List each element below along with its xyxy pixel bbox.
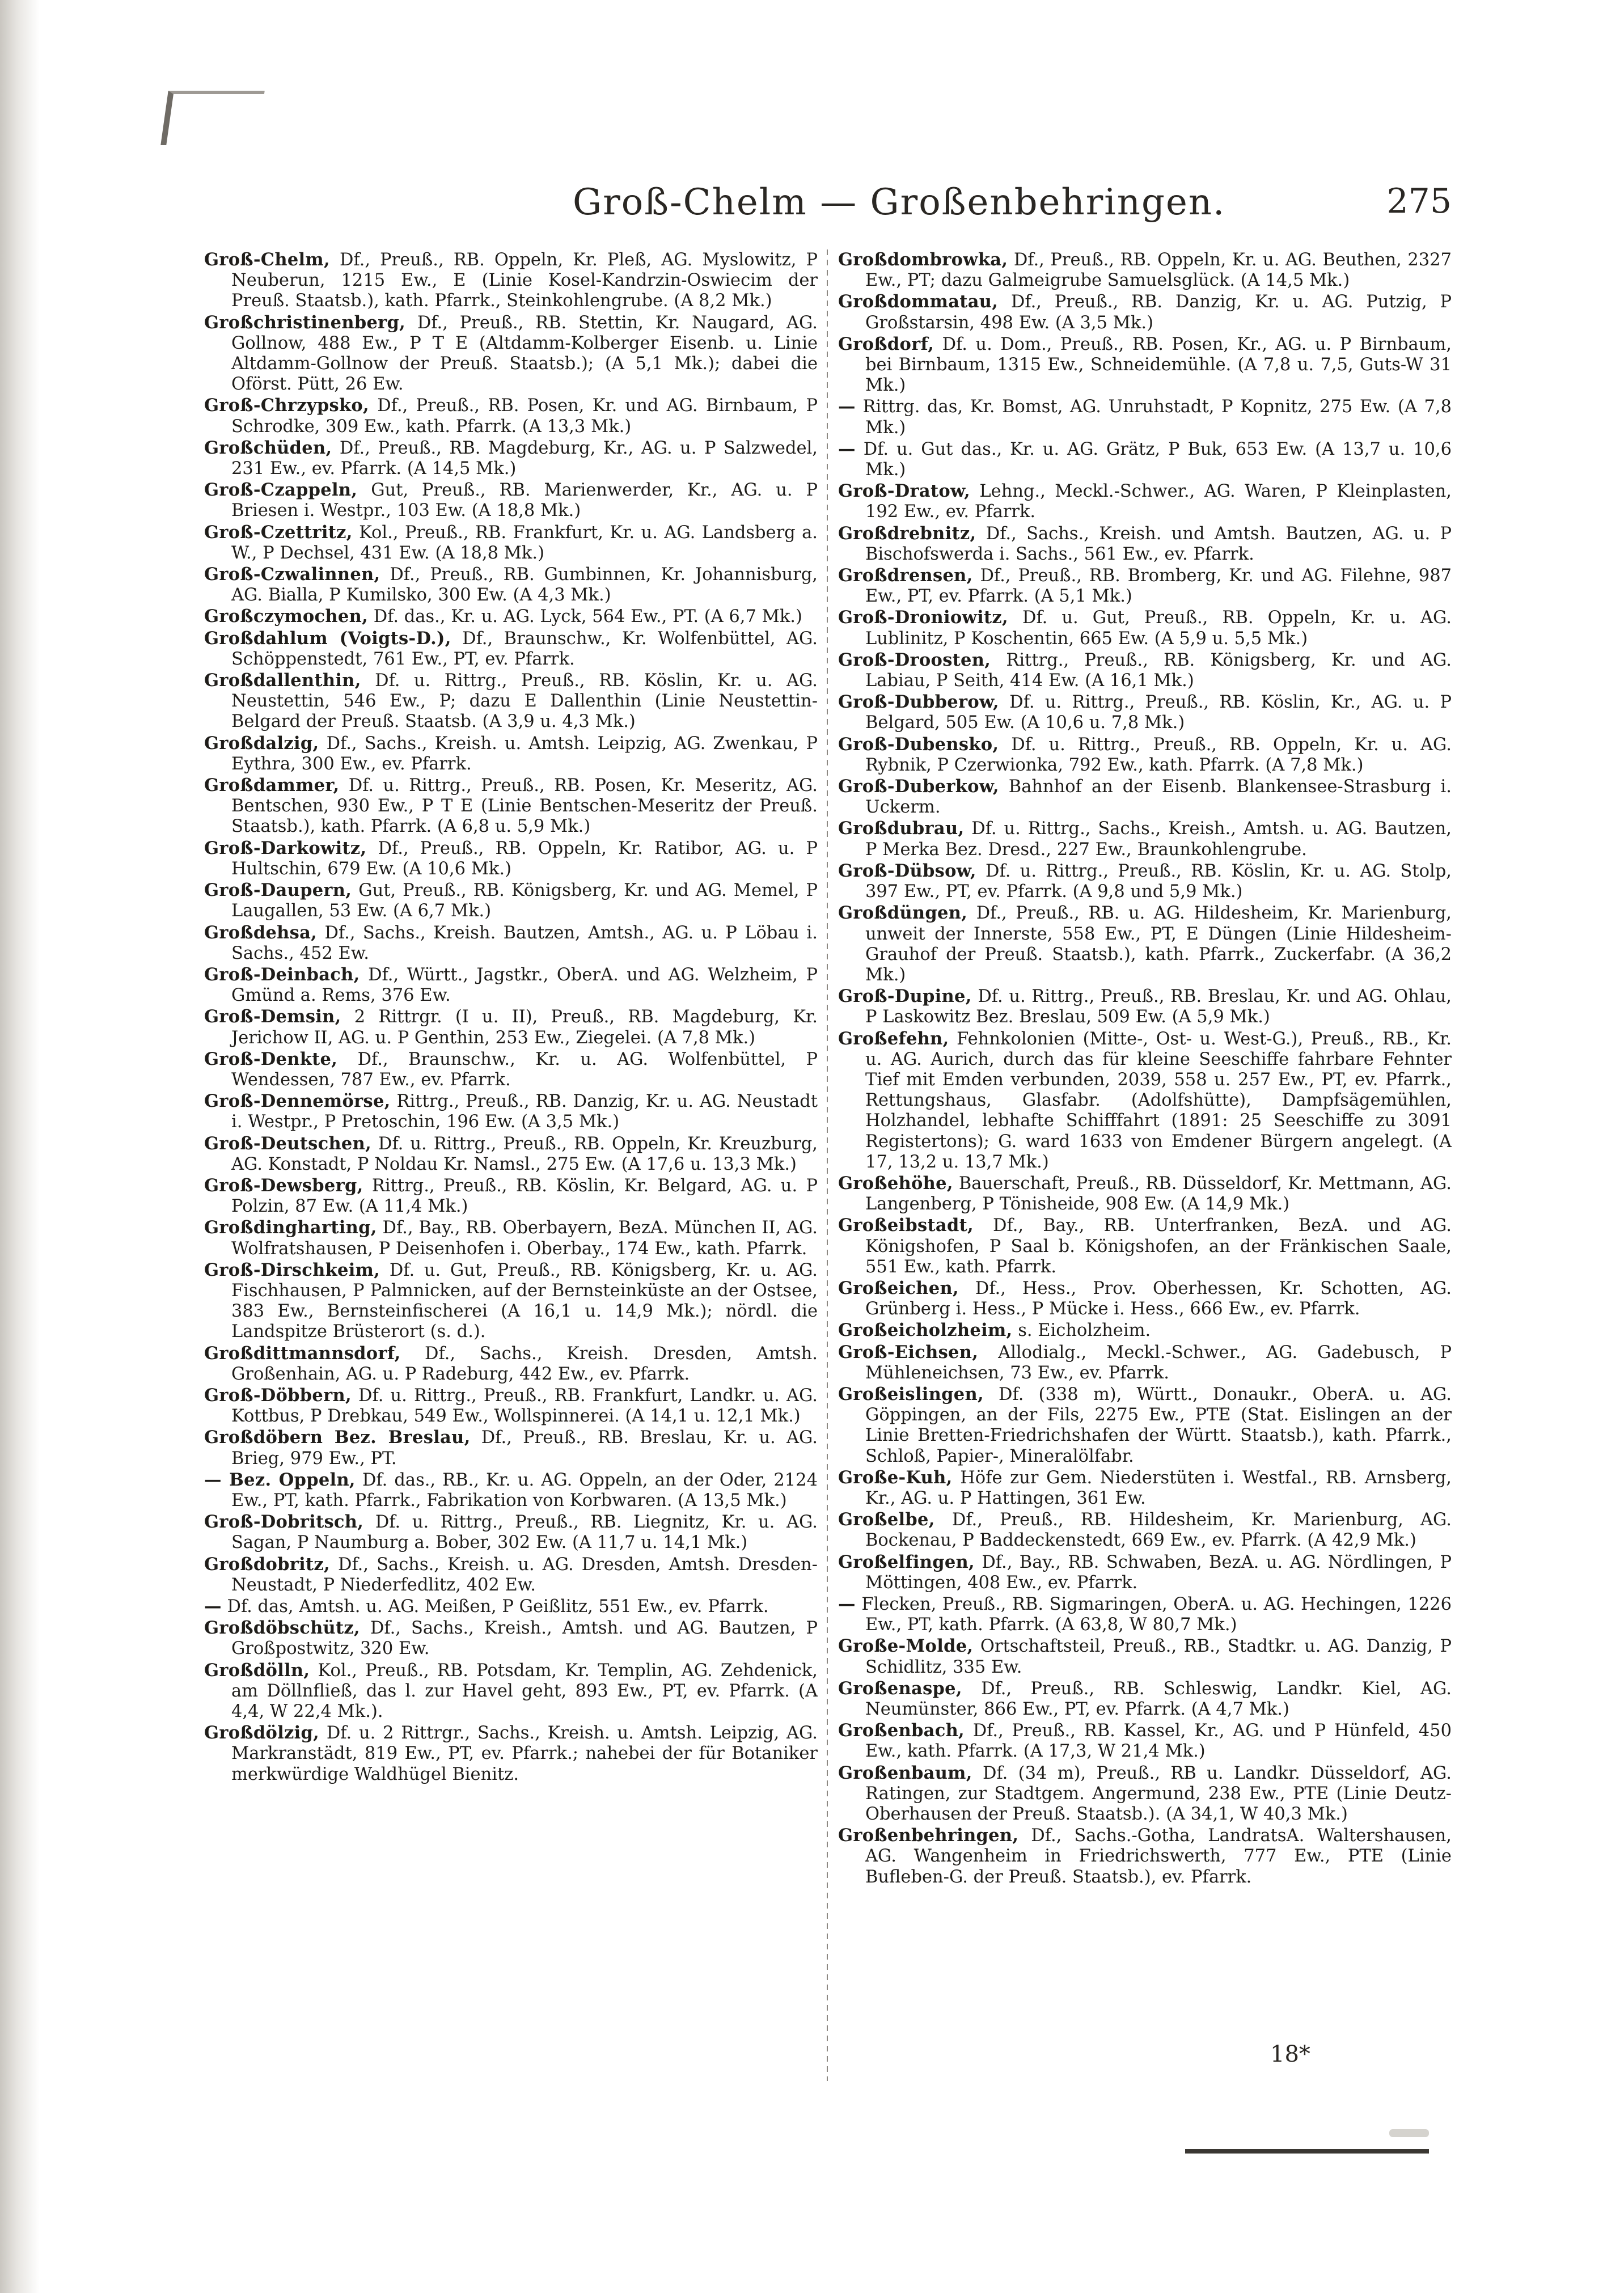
entry-text: Ortschaftsteil, Preuß., RB., Stadtkr. u. AG. Danzig, P Schidlitz, 335 Ew. xyxy=(865,1636,1452,1677)
gazetteer-entry xyxy=(838,439,1452,480)
entry-text: Df. u. Rittrg., Preuß., RB. Liegnitz, Kr. u. AG. Sagan, P Naumburg a. Bober, 302 Ew. (A 11,7 u. 14,1 Mk.) xyxy=(231,1512,818,1553)
gazetteer-entry xyxy=(838,1320,1452,1341)
entry-headword: Großdehsa, xyxy=(204,922,318,943)
entry-text: Kol., Preuß., RB. Potsdam, Kr. Templin, AG. Zehdenick, am Döllnfließ, das l. zur Havel geht, 893 Ew., PT, ev. Pfarrk. (A 4,4, W 22,4 Mk.). xyxy=(231,1660,818,1722)
gazetteer-entry xyxy=(838,818,1452,860)
entry-headword: — xyxy=(204,1596,222,1617)
entry-headword: Großdöbschütz, xyxy=(204,1618,360,1639)
gazetteer-entry xyxy=(838,1278,1452,1319)
entry-headword: Groß-Darkowitz, xyxy=(204,837,367,858)
entry-headword: Groß-Dupine, xyxy=(838,986,972,1007)
entry-headword: Groß-Dewsberg, xyxy=(204,1175,363,1196)
gazetteer-entry xyxy=(204,249,818,312)
gazetteer-entry xyxy=(838,1720,1452,1762)
gazetteer-entry xyxy=(204,1660,818,1723)
entry-headword: Groß-Dubensko, xyxy=(838,734,999,755)
entry-text: Df., Preuß., RB. Oppeln, Kr. u. AG. Beuthen, 2327 Ew., PT; dazu Galmeigrube Samuelsglück. (A 14,5 Mk.) xyxy=(865,250,1452,291)
gazetteer-entry xyxy=(204,628,818,670)
gazetteer-entry xyxy=(838,1678,1452,1720)
entry-headword: — xyxy=(838,396,856,417)
entry-headword: Großeicholzheim, xyxy=(838,1320,1013,1341)
gazetteer-entry xyxy=(838,396,1452,438)
entry-text: Df., Preuß., RB. u. AG. Hildesheim, Kr. Marienburg, unweit der Innerste, 558 Ew., PT, E Düngen (Linie Hildesheim-Grauhof der Preuß. Staatsb.), kath. Pfarrk., Zuckerfabr. (A 36,2 Mk.) xyxy=(865,903,1452,985)
gazetteer-entry xyxy=(204,606,818,627)
entry-text: Df. (338 m), Württ., Donaukr., OberA. u. AG. Göppingen, an der Fils, 2275 Ew., PTE (Stat. Eislingen an der Linie Bretten-Friedrichshafen der Württ. Staatsb.), kath. Pfarrk., Schloß, Papier-, Mineralölfabr. xyxy=(865,1384,1452,1466)
gazetteer-entry xyxy=(204,775,818,837)
left-column xyxy=(204,249,818,2081)
entry-text: Df., Braunschw., Kr. u. AG. Wolfenbüttel, P Wendessen, 787 Ew., ev. Pfarrk. xyxy=(231,1049,818,1090)
entry-headword: Große-Molde, xyxy=(838,1636,974,1657)
gazetteer-entry xyxy=(204,564,818,606)
gazetteer-entry xyxy=(838,1594,1452,1635)
gazetteer-entry xyxy=(838,249,1452,291)
gazetteer-entry xyxy=(838,334,1452,396)
gazetteer-entry xyxy=(204,522,818,564)
gazetteer-entry xyxy=(204,670,818,733)
gazetteer-entry xyxy=(204,1470,818,1511)
entry-headword: Groß-Dirschkeim, xyxy=(204,1259,380,1280)
entry-text: Df., Preuß., RB. Oppeln, Kr. Ratibor, AG. u. P Hultschin, 679 Ew. (A 10,6 Mk.) xyxy=(231,838,818,879)
entry-headword: Großdahlum (Voigts-D.), xyxy=(204,628,451,649)
entry-text: Höfe zur Gem. Niederstüten i. Westfal., RB. Arnsberg, Kr., AG. u. P Hattingen, 361 Ew. xyxy=(865,1467,1452,1508)
entry-text: Gut, Preuß., RB. Königsberg, Kr. und AG. Memel, P Laugallen, 53 Ew. (A 6,7 Mk.) xyxy=(231,881,818,921)
gazetteer-entry xyxy=(838,1342,1452,1384)
entry-text: Lehng., Meckl.-Schwer., AG. Waren, P Kleinplasten, 192 Ew., ev. Pfarrk. xyxy=(865,481,1452,522)
entry-headword: Großeibstadt, xyxy=(838,1215,974,1236)
gazetteer-entry xyxy=(204,1343,818,1385)
entry-text: Df., Preuß., RB. Gumbinnen, Kr. Johannisburg, AG. Bialla, P Kumilsko, 300 Ew. (A 4,3 Mk.) xyxy=(231,565,818,606)
gazetteer-entry xyxy=(204,1618,818,1659)
gazetteer-entry xyxy=(838,1825,1452,1888)
entry-text: Df., Preuß., RB. Stettin, Kr. Naugard, AG. Gollnow, 488 Ew., P T E (Altdamm-Kolberger Eisenb. u. Linie Altdamm-Gollnow der Preuß. Staatsb.); (A 5,1 Mk.); dabei die Oförst. Pütt, 26 Ew. xyxy=(231,312,818,395)
page-header xyxy=(215,181,1452,232)
entry-text: Df. u. Gut, Preuß., RB. Oppeln, Kr. u. AG. Lublinitz, P Koschentin, 665 Ew. (A 5,9 u. 5,5 Mk.) xyxy=(865,608,1452,649)
entry-headword: Großdingharting, xyxy=(204,1217,377,1238)
column-divider xyxy=(827,249,828,2081)
entry-text: Df., Sachs.-Gotha, LandratsA. Waltershausen, AG. Wangenheim in Friedrichswerth, 777 Ew., PTE (Linie Bufleben-G. der Preuß. Staatsb.), ev. Pfarrk. xyxy=(865,1826,1452,1887)
gazetteer-entry xyxy=(838,903,1452,985)
entry-headword: Großchristinenberg, xyxy=(204,312,406,333)
entry-headword: Großdombrowka, xyxy=(838,249,1008,270)
entry-headword: Groß-Deutschen, xyxy=(204,1133,372,1154)
entry-headword: Groß-Chelm, xyxy=(204,249,330,270)
entry-text: Fehnkolonien (Mitte-, Ost- u. West-G.), Preuß., RB., Kr. u. AG. Aurich, durch das für kleine Seeschiffe fahrbare Fehnter Tief mit Emden verbunden, 2039, 558 u. 257 Ew., PT, ev. Pfarrk., Rettungshaus, Glasfabr. (Adolfshütte), Dampfsägemühlen, Holzhandel, lebhafte Schifffahrt (1891: 25 Seeschiffe zu 3091 Registertons); G. ward 1633 von Emdener Bürgern angelegt. (A 17, 13,2 u. 13,7 Mk.) xyxy=(865,1029,1452,1172)
entry-headword: Groß-Denkte, xyxy=(204,1048,338,1069)
entry-text: Df. u. Gut, Preuß., RB. Königsberg, Kr. u. AG. Fischhausen, P Palmnicken, auf der Bernsteinküste an der Ostsee, 383 Ew., Bernsteinfischerei (A 16,1 u. 14,9 Mk.); nördl. die Landspitze Brüsterort (s. d.). xyxy=(231,1260,818,1342)
gazetteer-entry xyxy=(204,923,818,964)
entry-headword: Großchüden, xyxy=(204,437,332,458)
entry-text: Df. u. Dom., Preuß., RB. Posen, Kr., AG. u. P Birnbaum, bei Birnbaum, 1315 Ew., Schneidemühle. (A 7,8 u. 7,5, Guts-W 31 Mk.) xyxy=(865,334,1452,396)
entry-text: Df. das., Kr. u. AG. Lyck, 564 Ew., PT. (A 6,7 Mk.) xyxy=(373,607,802,627)
entry-text: Df., Preuß., RB. Kassel, Kr., AG. und P Hünfeld, 450 Ew., kath. Pfarrk. (A 17,3, W 21,4 Mk.) xyxy=(865,1721,1452,1762)
gazetteer-entry xyxy=(204,1133,818,1175)
gazetteer-entry xyxy=(204,1596,818,1617)
entry-headword: Groß-Eichsen, xyxy=(838,1342,979,1363)
gazetteer-entry xyxy=(838,565,1452,607)
entry-text: Df., Braunschw., Kr. Wolfenbüttel, AG. Schöppenstedt, 761 Ew., PT, ev. Pfarrk. xyxy=(231,628,818,669)
gazetteer-entry xyxy=(838,861,1452,902)
entry-headword: Großdalzig, xyxy=(204,733,319,754)
entry-headword: Großefehn, xyxy=(838,1028,949,1049)
gazetteer-entry xyxy=(838,734,1452,776)
entry-text: Df., Preuß., RB. Bromberg, Kr. und AG. Filehne, 987 Ew., PT, ev. Pfarrk. (A 5,1 Mk.) xyxy=(865,566,1452,607)
entry-headword: Großdittmannsdorf, xyxy=(204,1343,401,1364)
entry-text: Df., Bay., RB. Unterfranken, BezA. und AG. Königshofen, P Saal b. Königshofen, an der Fränkischen Saale, 551 Ew., kath. Pfarrk. xyxy=(865,1216,1452,1277)
corner-mark xyxy=(160,91,264,145)
entry-headword: Großdorf, xyxy=(838,333,934,354)
entry-headword: Groß-Czwalinnen, xyxy=(204,564,380,585)
entry-headword: Großdölln, xyxy=(204,1660,310,1681)
entry-text: Bahnhof an der Eisenb. Blankensee-Strasburg i. Uckerm. xyxy=(865,777,1452,818)
entry-headword: Großczymochen, xyxy=(204,606,369,627)
gazetteer-entry xyxy=(838,1509,1452,1551)
entry-headword: Groß-Daupern, xyxy=(204,880,352,901)
page-number: 275 xyxy=(1386,181,1452,221)
entry-text: Df. u. Rittrg., Sachs., Kreish., Amtsh. u. AG. Bautzen, P Merka Bez. Dresd., 227 Ew., Braunkohlengrube. xyxy=(865,819,1452,860)
gazetteer-entry xyxy=(204,1049,818,1090)
entry-text: Df., Sachs., Kreish., Amtsh. und AG. Bautzen, P Großpostwitz, 320 Ew. xyxy=(231,1618,818,1659)
entry-text: Gut, Preuß., RB. Marienwerder, Kr., AG. u. P Briesen i. Westpr., 103 Ew. (A 18,8 Mk.) xyxy=(231,480,818,521)
entry-text: Flecken, Preuß., RB. Sigmaringen, OberA. u. AG. Hechingen, 1226 Ew., PT, kath. Pfarrk. (A 63,8, W 80,7 Mk.) xyxy=(861,1594,1452,1635)
entry-headword: Großenbaum, xyxy=(838,1762,972,1783)
entry-headword: Großeislingen, xyxy=(838,1384,984,1404)
gazetteer-entry xyxy=(838,1215,1452,1277)
entry-headword: Groß-Dubberow, xyxy=(838,692,999,713)
signature-mark: 18* xyxy=(1270,2041,1310,2067)
gazetteer-entry xyxy=(838,650,1452,691)
entry-text: Df. u. Rittrg., Preuß., RB. Köslin, Kr. u. AG. Stolp, 397 Ew., PT, ev. Pfarrk. (A 9,8 und 5,9 Mk.) xyxy=(865,861,1452,902)
entry-headword: Groß-Deinbach, xyxy=(204,964,360,985)
gazetteer-entry xyxy=(838,523,1452,565)
gazetteer-entry xyxy=(204,1385,818,1427)
gazetteer-entry xyxy=(838,607,1452,649)
entry-text: Df., Hess., Prov. Oberhessen, Kr. Schotten, AG. Grünberg i. Hess., P Mücke i. Hess., 666 Ew., ev. Pfarrk. xyxy=(865,1278,1452,1319)
gazetteer-entry xyxy=(204,438,818,479)
entry-text: Df., Sachs., Kreish. Bautzen, Amtsh., AG. u. P Löbau i. Sachs., 452 Ew. xyxy=(231,923,818,963)
scan-edge-shadow xyxy=(0,0,40,2293)
entry-headword: — xyxy=(838,1594,856,1614)
entry-headword: Großenaspe, xyxy=(838,1678,962,1699)
entry-headword: Groß-Dennemörse, xyxy=(204,1091,391,1112)
entry-headword: — xyxy=(838,438,856,459)
entry-text: Bauerschaft, Preuß., RB. Düsseldorf, Kr. Mettmann, AG. Langenberg, P Tönisheide, 908 Ew. (A 14,9 Mk.) xyxy=(865,1173,1452,1215)
entry-text: Df. u. Rittrg., Preuß., RB. Posen, Kr. Meseritz, AG. Bentschen, 930 Ew., P T E (Linie Bentschen-Meseritz der Preuß. Staatsb.), kath. Pfarrk. (A 6,8 u. 5,9 Mk.) xyxy=(231,776,818,837)
gazetteer-entry xyxy=(838,481,1452,522)
entry-text: Df., Preuß., RB. Schleswig, Landkr. Kiel, AG. Neumünster, 866 Ew., PT, ev. Pfarrk. (A 4,7 Mk.) xyxy=(865,1678,1452,1720)
entry-headword: Groß-Czettritz, xyxy=(204,522,353,543)
entry-headword: Groß-Dratow, xyxy=(838,481,970,502)
gazetteer-entry xyxy=(838,1029,1452,1173)
gazetteer-entry xyxy=(838,1552,1452,1593)
gazetteer-entry xyxy=(204,1006,818,1048)
entry-headword: Großdommatau, xyxy=(838,291,999,312)
bottom-rule xyxy=(1185,2149,1429,2154)
entry-headword: Großdammer, xyxy=(204,775,340,796)
entry-headword: Große-Kuh, xyxy=(838,1467,953,1488)
running-title: Groß-Chelm — Großenbehringen. xyxy=(573,181,1226,223)
entry-text: Df., Preuß., RB. Posen, Kr. und AG. Birnbaum, P Schrodke, 309 Ew., kath. Pfarrk. (A 13,3 Mk.) xyxy=(231,396,818,437)
entry-text: Df. u. Rittrg., Preuß., RB. Breslau, Kr. und AG. Ohlau, P Laskowitz Bez. Breslau, 509 Ew. (A 5,9 Mk.) xyxy=(865,987,1452,1027)
gazetteer-entry xyxy=(838,1467,1452,1509)
gazetteer-entry xyxy=(204,733,818,775)
entry-text: Df., Bay., RB. Oberbayern, BezA. München II, AG. Wolfratshausen, P Deisenhofen i. Oberbay., 174 Ew., kath. Pfarrk. xyxy=(231,1218,818,1259)
entry-text: Df. u. Rittrg., Preuß., RB. Köslin, Kr., AG. u. P Belgard, 505 Ew. (A 10,6 u. 7,8 Mk.) xyxy=(865,692,1452,733)
ink-smudge xyxy=(1389,2129,1429,2137)
entry-headword: — Bez. Oppeln, xyxy=(204,1469,356,1490)
gazetteer-entry xyxy=(838,1763,1452,1825)
entry-text: Df., Bay., RB. Schwaben, BezA. u. AG. Nördlingen, P Möttingen, 408 Ew., ev. Pfarrk. xyxy=(865,1552,1452,1593)
entry-text: s. Eicholzheim. xyxy=(1018,1321,1151,1341)
entry-headword: Großdrebnitz, xyxy=(838,523,976,544)
entry-headword: Groß-Demsin, xyxy=(204,1006,341,1027)
entry-headword: Groß-Dobritsch, xyxy=(204,1512,364,1533)
entry-headword: Großenbehringen, xyxy=(838,1825,1019,1846)
entry-text: Df. u. 2 Rittrgr., Sachs., Kreish. u. Amtsh. Leipzig, AG. Markranstädt, 819 Ew., PT, ev. Pfarrk.; nahebei der für Botaniker merkwürdige Waldhügel Bienitz. xyxy=(231,1723,818,1784)
entry-text: Df., Sachs., Kreish. u. Amtsh. Leipzig, AG. Zwenkau, P Eythra, 300 Ew., ev. Pfarrk. xyxy=(231,733,818,774)
text-columns xyxy=(204,249,1452,2081)
gazetteer-entry xyxy=(204,1723,818,1785)
entry-text: Rittrg., Preuß., RB. Köslin, Kr. Belgard, AG. u. P Polzin, 87 Ew. (A 11,4 Mk.) xyxy=(231,1175,818,1217)
gazetteer-entry xyxy=(838,692,1452,733)
gazetteer-entry xyxy=(204,312,818,395)
entry-headword: Großdöbern Bez. Breslau, xyxy=(204,1427,471,1448)
entry-text: Df. u. Rittrg., Preuß., RB. Frankfurt, Landkr. u. AG. Kottbus, P Drebkau, 549 Ew., Wollspinnerei. (A 14,1 u. 12,1 Mk.) xyxy=(231,1385,818,1427)
entry-headword: Großdobritz, xyxy=(204,1554,330,1575)
entry-text: Df., Preuß., RB. Oppeln, Kr. Pleß, AG. Myslowitz, P Neuberun, 1215 Ew., E (Linie Kosel-Kandrzin-Oswiecim der Preuß. Staatsb.), kath. Pfarrk., Steinkohlengrube. (A 8,2 Mk.) xyxy=(231,250,818,311)
gazetteer-entry xyxy=(204,1427,818,1469)
entry-headword: Großdüngen, xyxy=(838,903,968,924)
entry-headword: Groß-Droosten, xyxy=(838,649,991,670)
gazetteer-entry xyxy=(204,480,818,521)
gazetteer-entry xyxy=(838,1384,1452,1467)
entry-text: Rittrg., Preuß., RB. Königsberg, Kr. und AG. Labiau, P Seith, 414 Ew. (A 16,1 Mk.) xyxy=(865,650,1452,691)
entry-text: Kol., Preuß., RB. Frankfurt, Kr. u. AG. Landsberg a. W., P Dechsel, 431 Ew. (A 18,8 Mk.) xyxy=(231,522,818,563)
entry-headword: Groß-Chrzypsko, xyxy=(204,395,369,416)
gazetteer-entry xyxy=(838,1173,1452,1215)
entry-headword: Groß-Czappeln, xyxy=(204,480,358,501)
entry-text: Allodialg., Meckl.-Schwer., AG. Gadebusch, P Mühleneichsen, 73 Ew., ev. Pfarrk. xyxy=(865,1342,1452,1383)
entry-headword: Großelbe, xyxy=(838,1509,935,1530)
right-column xyxy=(838,249,1452,2081)
gazetteer-entry xyxy=(838,776,1452,818)
entry-text: Df. u. Rittrg., Preuß., RB. Köslin, Kr. u. AG. Neustettin, 546 Ew., P; dazu E Dallenthin (Linie Neustettin-Belgard der Preuß. Staatsb. (A 3,9 u. 4,3 Mk.) xyxy=(231,671,818,732)
entry-headword: Großdallenthin, xyxy=(204,670,361,691)
entry-text: Df. das, Amtsh. u. AG. Meißen, P Geißlitz, 551 Ew., ev. Pfarrk. xyxy=(227,1597,769,1617)
entry-text: Df. das., RB., Kr. u. AG. Oppeln, an der Oder, 2124 Ew., PT, kath. Pfarrk., Fabrikation von Korbwaren. (A 13,5 Mk.) xyxy=(231,1470,818,1511)
entry-text: Df., Sachs., Kreish. Dresden, Amtsh. Großenhain, AG. u. P Radeburg, 442 Ew., ev. Pfarrk. xyxy=(231,1343,818,1384)
entry-text: Rittrg., Preuß., RB. Danzig, Kr. u. AG. Neustadt i. Westpr., P Pretoschin, 196 Ew. (A 3,5 Mk.) xyxy=(231,1091,818,1132)
entry-text: Df. u. Rittrg., Preuß., RB. Oppeln, Kr. Kreuzburg, AG. Konstadt, P Noldau Kr. Namsl., 275 Ew. (A 17,6 u. 13,3 Mk.) xyxy=(231,1133,818,1174)
entry-headword: Großdubrau, xyxy=(838,818,965,839)
entry-headword: Großdrensen, xyxy=(838,565,973,586)
entry-text: Df., Preuß., RB. Magdeburg, Kr., AG. u. P Salzwedel, 231 Ew., ev. Pfarrk. (A 14,5 Mk.) xyxy=(231,438,818,479)
gazetteer-entry xyxy=(838,986,1452,1027)
entry-text: Df. u. Rittrg., Preuß., RB. Oppeln, Kr. u. AG. Rybnik, P Czerwionka, 792 Ew., kath. Pfarrk. (A 7,8 Mk.) xyxy=(865,734,1452,775)
gazetteer-entry xyxy=(204,1091,818,1132)
entry-text: Df., Württ., Jagstkr., OberA. und AG. Welzheim, P Gmünd a. Rems, 376 Ew. xyxy=(231,964,818,1006)
gazetteer-entry xyxy=(838,1636,1452,1677)
entry-headword: Großdölzig, xyxy=(204,1723,320,1744)
entry-headword: Großenbach, xyxy=(838,1720,965,1741)
gazetteer-entry xyxy=(204,1175,818,1217)
gazetteer-entry xyxy=(204,964,818,1006)
entry-headword: Groß-Döbbern, xyxy=(204,1385,352,1406)
entry-headword: Groß-Droniowitz, xyxy=(838,607,1008,628)
entry-headword: Großelfingen, xyxy=(838,1551,975,1572)
gazetteer-entry xyxy=(838,291,1452,333)
entry-text: Df., Sachs., Kreish. und Amtsh. Bautzen, AG. u. P Bischofswerda i. Sachs., 561 Ew., ev. Pfarrk. xyxy=(865,523,1452,564)
entry-headword: Groß-Dübsow, xyxy=(838,860,976,881)
gazetteer-entry xyxy=(204,1512,818,1553)
entry-text: Df., Sachs., Kreish. u. AG. Dresden, Amtsh. Dresden-Neustadt, P Niederfedlitz, 402 Ew. xyxy=(231,1554,818,1595)
entry-text: Df. u. Gut das., Kr. u. AG. Grätz, P Buk, 653 Ew. (A 13,7 u. 10,6 Mk.) xyxy=(863,439,1452,480)
entry-headword: Großehöhe, xyxy=(838,1173,953,1194)
entry-text: Df., Preuß., RB. Danzig, Kr. u. AG. Putzig, P Großstarsin, 498 Ew. (A 3,5 Mk.) xyxy=(865,292,1452,333)
entry-text: Df. (34 m), Preuß., RB u. Landkr. Düsseldorf, AG. Ratingen, zur Stadtgem. Angermund, 238 Ew., PTE (Linie Deutz-Oberhausen der Preuß. Staatsb.). (A 34,1, W 40,3 Mk.) xyxy=(865,1763,1452,1825)
entry-text: Rittrg. das, Kr. Bomst, AG. Unruhstadt, P Kopnitz, 275 Ew. (A 7,8 Mk.) xyxy=(862,397,1452,438)
gazetteer-entry xyxy=(204,1217,818,1259)
entry-text: Df., Preuß., RB. Hildesheim, Kr. Marienburg, AG. Bockenau, P Baddeckenstedt, 669 Ew., ev. Pfarrk. (A 42,9 Mk.) xyxy=(865,1510,1452,1551)
gazetteer-entry xyxy=(204,395,818,437)
gazetteer-entry xyxy=(204,838,818,879)
gazetteer-entry xyxy=(204,1260,818,1343)
entry-headword: Groß-Duberkow, xyxy=(838,776,999,797)
gazetteer-entry xyxy=(204,880,818,921)
gazetteer-entry xyxy=(204,1554,818,1596)
entry-text: Df., Preuß., RB. Breslau, Kr. u. AG. Brieg, 979 Ew., PT. xyxy=(231,1428,818,1469)
entry-headword: Großeichen, xyxy=(838,1277,959,1298)
entry-text: 2 Rittrgr. (I u. II), Preuß., RB. Magdeburg, Kr. Jerichow II, AG. u. P Genthin, 253 Ew., Ziegelei. (A 7,8 Mk.) xyxy=(231,1007,818,1048)
